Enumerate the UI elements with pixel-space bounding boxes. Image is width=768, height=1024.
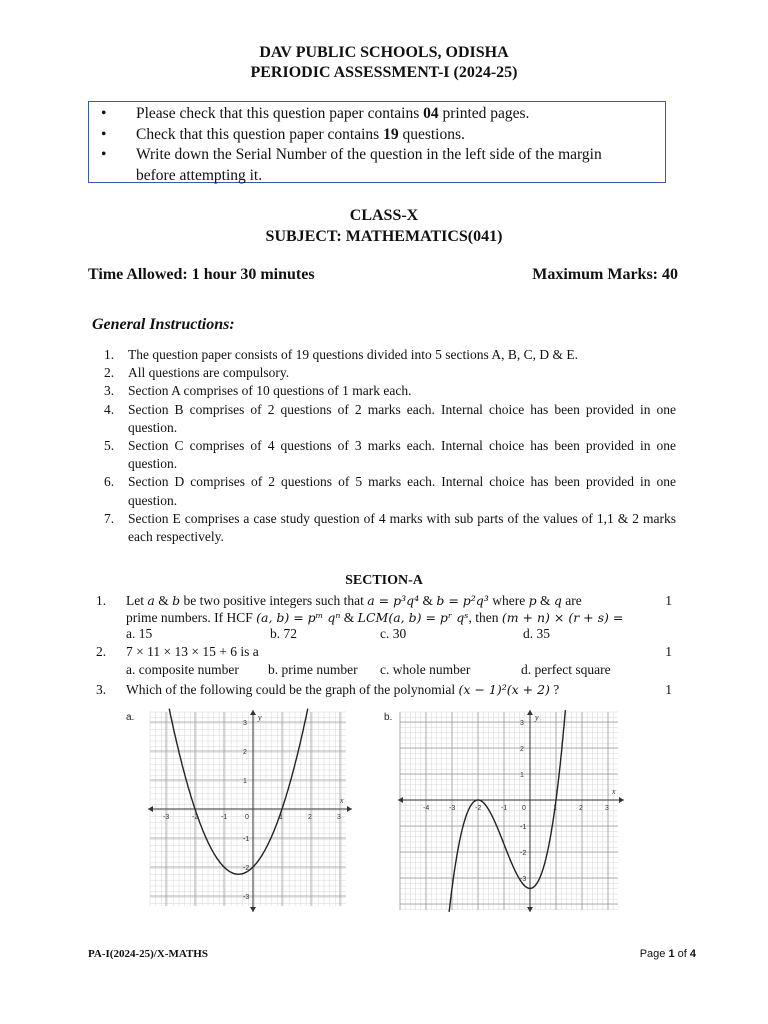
instruction-item: 2. All questions are compulsory. [104,365,290,381]
instruction-item: 1. The question paper consists of 19 questions divided into 5 sections A, B, C, D & E. [104,347,578,362]
x-tick-label: -1 [501,805,508,812]
x-tick-label: -2 [475,805,482,812]
x-tick-label: -3 [163,814,170,821]
y-tick-label: 3 [520,720,524,727]
x-tick-label: -2 [192,814,199,821]
y-axis-arrow [250,710,256,715]
y-tick-label: 2 [243,749,247,756]
x-axis-arrow [148,806,153,812]
bullet-icon: • [101,146,107,163]
question-2 [96,643,676,679]
x-tick-label: 3 [605,805,609,812]
subject-line: SUBJECT: MATHEMATICS(041) [265,228,503,245]
question-3 [96,681,676,701]
instruction-item: 3. Section A comprises of 10 questions of 1 mark each. [104,383,412,399]
x-tick-label: -1 [221,814,228,821]
graph-label: a. [126,712,135,723]
x-tick-label: 0 [522,805,526,812]
bullet-icon: • [101,105,107,122]
graph-label: b. [384,712,393,723]
instruction-item: 6. Section D comprises of 2 questions of 5 marks each. Internal choice has been provided in one question. [104,474,676,508]
time-marks-row [88,266,678,284]
x-axis-arrow [347,806,352,812]
assessment-title: PERIODIC ASSESSMENT-I (2024-25) [250,64,518,81]
question-1 [96,592,676,644]
page-indicator: Page 1 of 4 [639,948,696,960]
instructions-list [104,346,676,546]
section-title: SECTION-A [345,573,423,588]
y-axis-label: y [258,713,262,722]
footer-code: PA-I(2024-25)/X-MATHS [88,948,208,960]
question-number: 3. [96,682,107,697]
option-c: c. whole number [380,662,471,677]
question-number: 2. [96,644,107,659]
option-a: a. composite number [126,662,239,677]
option-d: d. 35 [523,626,550,641]
y-axis-arrow [250,907,256,912]
polynomial-curve [169,709,308,875]
option-d: d. perfect square [521,662,611,677]
x-tick-label: 1 [279,814,283,821]
school-name: DAV PUBLIC SCHOOLS, ODISHA [259,44,509,61]
question-text: Which of the following could be the graph of the polynomial (x − 1)²(x + 2) ? [126,682,560,697]
y-tick-label: -1 [243,836,250,843]
x-axis-arrow [398,797,403,803]
option-c: c. 30 [380,626,407,641]
question-marks: 1 [665,644,672,659]
y-tick-label: 1 [243,778,247,785]
instruction-item: 4. Section B comprises of 2 questions of 2 marks each. Internal choice has been provided in one question. [104,401,676,435]
notice-box [88,101,666,183]
x-axis-label: x [612,787,616,796]
x-tick-label: -4 [423,805,430,812]
y-tick-label: 2 [520,746,524,753]
question-number: 1. [96,593,107,608]
question-text-line1: Let a & b be two positive integers such that a = p³q⁴ & b = p²q³ where p & q are [126,593,582,608]
x-tick-label: 0 [245,814,249,821]
y-axis-label: y [535,713,539,722]
x-tick-label: 2 [579,805,583,812]
notice-item: • Check that this question paper contains 19 questions. [89,125,665,146]
y-tick-label: -1 [520,824,527,831]
y-tick-label: -2 [520,850,527,857]
y-tick-label: -2 [243,865,250,872]
y-tick-label: 1 [520,772,524,779]
question-marks: 1 [665,593,672,608]
maximum-marks: Maximum Marks: 40 [532,266,678,283]
time-allowed: Time Allowed: 1 hour 30 minutes [88,266,315,283]
y-tick-label: 3 [243,720,247,727]
bullet-icon: • [101,125,107,143]
question-marks: 1 [665,682,672,697]
x-axis-arrow [619,797,624,803]
y-tick-label: -3 [520,876,527,883]
general-instructions-title: General Instructions: [92,316,235,333]
graph-option-a [120,706,360,918]
option-b: b. prime number [268,662,358,677]
question-text: 7 × 11 × 13 × 15 + 6 is a [126,644,259,659]
x-tick-label: 1 [553,805,557,812]
option-a: a. 15 [126,626,153,641]
notice-item: • Please check that this question paper contains 04 printed pages. [89,104,665,125]
option-b: b. 72 [270,626,297,641]
question-text-line2: prime numbers. If HCF (a, b) = pᵐ qⁿ & LCM(a, b) = pʳ qˢ, then (m + n) × (r + s) = [126,610,624,625]
notice-item: • Write down the Serial Number of the question in the left side of the margin before attempting it. [101,146,602,184]
x-axis-label: x [340,796,344,805]
class-line: CLASS-X [349,207,419,224]
x-tick-label: -3 [449,805,456,812]
y-axis-arrow [527,710,533,715]
instruction-item: 5. Section C comprises of 4 questions of 3 marks each. Internal choice has been provided in one question. [104,438,676,472]
graph-option-b [378,706,632,918]
instruction-item: 7. Section E comprises a case study question of 4 marks with sub parts of the values of 1,1 & 2 marks each respectively. [104,510,676,545]
y-tick-label: -3 [243,894,250,901]
x-tick-label: 3 [337,814,341,821]
polynomial-curve [449,710,565,912]
x-tick-label: 2 [308,814,312,821]
